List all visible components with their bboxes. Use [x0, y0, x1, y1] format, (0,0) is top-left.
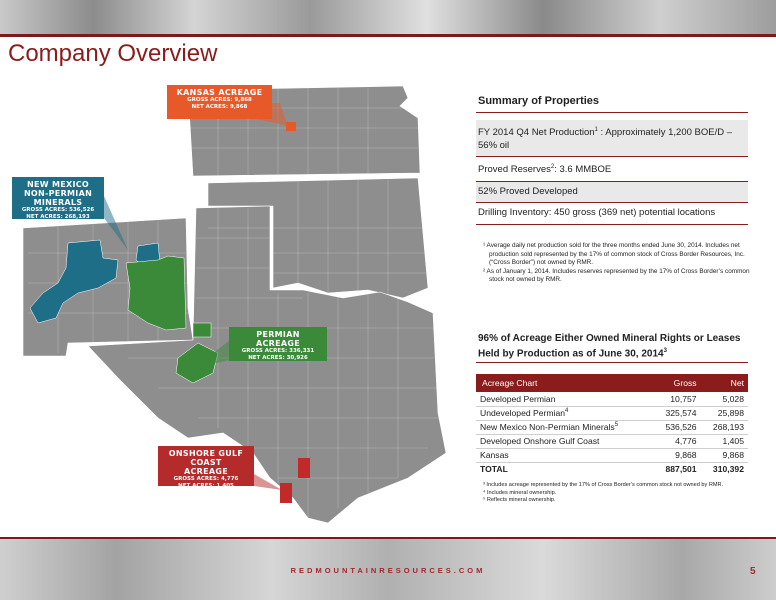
footnote-2: ² As of January 1, 2014. Includes reserves represented by the 17% of Cross Border’s common stock not owned by RMR. [483, 267, 750, 284]
table-row: New Mexico Non-Permian Minerals$^5$ 536,526 268,193 [476, 420, 748, 434]
kansas-title: KANSAS ACREAGE [176, 88, 263, 97]
nm-title-1: NEW MEXICO [26, 180, 89, 189]
summary-rule [476, 112, 748, 113]
nm-title-2: NON-PERMIAN MINERALS [23, 189, 93, 207]
gulf-acreage-1 [280, 483, 292, 503]
permian-title: PERMIAN ACREAGE [255, 330, 300, 348]
header-rule [0, 34, 776, 37]
footnote-4: ⁴ Includes mineral ownership. [483, 489, 557, 496]
permian-net: NET ACRES: 30,926 [248, 355, 308, 361]
footer-website[interactable]: REDMOUNTAINRESOURCES.COM [290, 566, 486, 575]
table-row: Undeveloped Permian$^4$ 325,574 25,898 [476, 406, 748, 420]
footnote-1: ¹ Average daily net production sold for the three months ended June 30, 2014. Includes net production sold represented by the 17% of common stock of Cross Border Resources, Inc. (“Cross Border”) not owned by RMR. [483, 242, 745, 267]
summary-item-reserves: Proved Reserves$^2$: 3.6 MMBOE [478, 164, 612, 176]
table-header [476, 374, 748, 392]
gulf-callout [158, 446, 254, 489]
summary-list [476, 120, 748, 225]
acreage-footnotes [481, 482, 753, 505]
permian-area-tx [193, 323, 211, 337]
table-row: Developed Onshore Gulf Coast 4,776 1,405 [476, 434, 748, 448]
acreage-table [476, 374, 748, 476]
nm-gross: GROSS ACRES: 536,526 [21, 207, 95, 213]
nm-callout [12, 177, 104, 219]
gulf-title-1: ONSHORE GULF COAST [168, 449, 244, 467]
table-row: Developed Permian 10,757 5,028 [476, 392, 748, 406]
page-number: 5 [750, 566, 756, 577]
table-total-row: TOTAL 887,501 310,392 [480, 464, 744, 475]
acreage-rule [476, 362, 748, 363]
kansas-gross: GROSS ACRES: 9,868 [187, 97, 252, 103]
nm-net: NET ACRES: 268,193 [26, 214, 90, 220]
page-title: Company Overview [8, 40, 218, 67]
table-row: Kansas 9,868 9,868 [476, 448, 748, 462]
header-band [0, 0, 776, 34]
kansas-callout [167, 85, 272, 119]
col-gross: Gross [653, 374, 700, 392]
permian-gross: GROSS ACRES: 336,331 [241, 348, 315, 354]
gulf-gross: GROSS ACRES: 4,776 [173, 476, 239, 482]
footnote-3: ³ Includes acreage represented by the 17% of Cross Border’s common stock not owned by RMR. [483, 482, 724, 488]
col-net: Net [701, 374, 748, 392]
summary-item-production: FY 2014 Q4 Net Production$^1$ : Approximately 1,200 BOE/D – 56% oil [476, 120, 748, 156]
footnote-5: ⁵ Reflects mineral ownership. [483, 497, 556, 504]
summary-item-drilling: Drilling Inventory: 450 gross (369 net) potential locations [478, 207, 716, 219]
gulf-net: NET ACRES: 1,405 [178, 483, 234, 489]
permian-callout [229, 327, 327, 361]
gulf-acreage-2 [298, 458, 310, 478]
summary-footnotes [481, 242, 751, 285]
summary-item-proved: 52% Proved Developed [476, 182, 748, 203]
col-name: Acreage Chart [476, 374, 653, 392]
gulf-title-2: ACREAGE [183, 467, 228, 476]
kansas-net: NET ACRES: 9,868 [191, 104, 248, 110]
kansas-acreage-block [286, 122, 296, 131]
acreage-title: 96% of Acreage Either Owned Mineral Rights or Leases Held by Production as of June 30, 2014$^3$ [478, 333, 741, 360]
summary-title: Summary of Properties [478, 95, 600, 107]
